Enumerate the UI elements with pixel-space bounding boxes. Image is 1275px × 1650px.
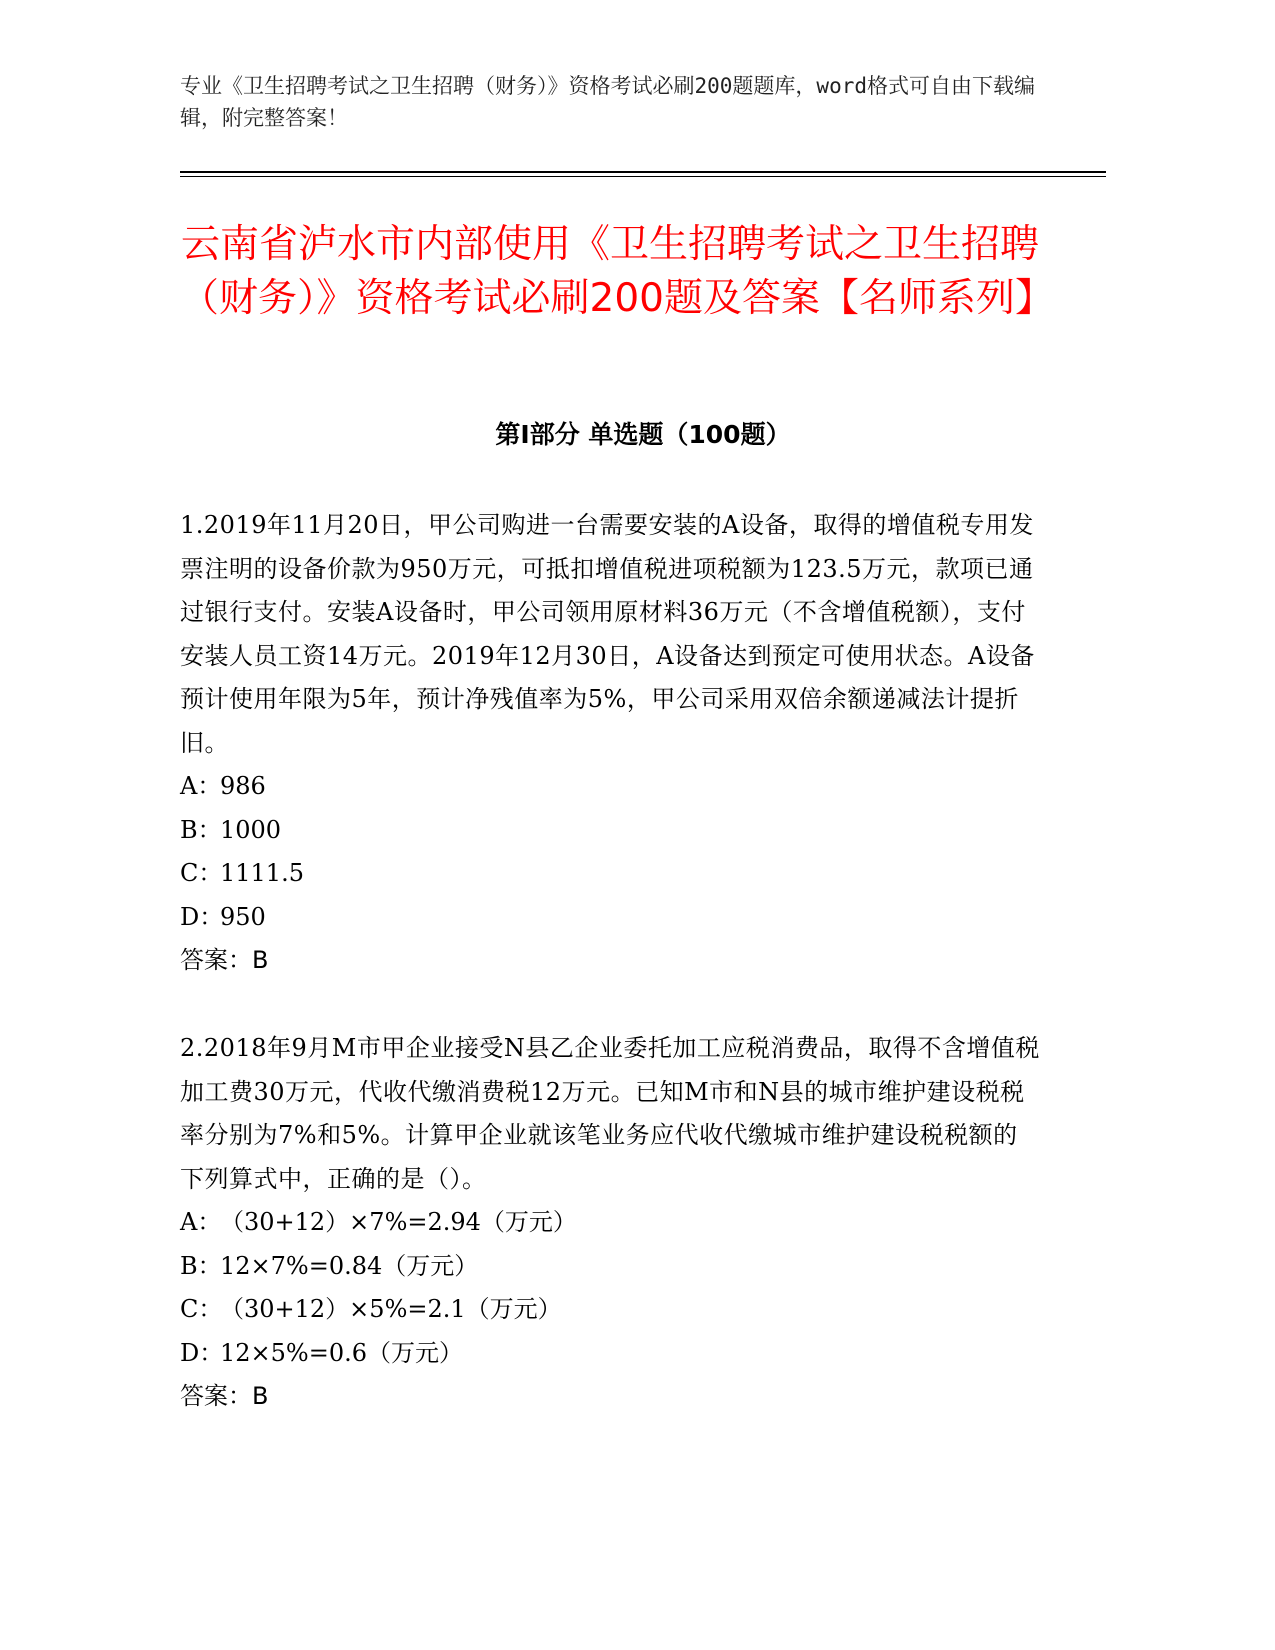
option-b [180, 809, 1040, 853]
option-key: A： [180, 772, 222, 800]
section-heading: 第Ⅰ部分 单选题（100题） [495, 420, 791, 449]
option-text: 1000 [220, 815, 282, 844]
option-key: C： [180, 1295, 223, 1323]
option-c [180, 852, 1040, 896]
option-d [180, 896, 1040, 940]
option-text: （30+12）×7%=2.94（万元） [220, 1208, 577, 1236]
option-text: 950 [220, 902, 266, 931]
option-text: 986 [220, 772, 266, 800]
question-stem: 1.2019年11月20日，甲公司购进一台需要安装的A设备，取得的增值税专用发票注明的设备价款为950万元，可抵扣增值税进项税额为123.5万元，款项已通过银行支付。安装A设备时，甲公司领用原材料36万元（不含增值税额），支付安装人员工资14万元。2019年12月30日，A设备达到预定可使用状态。A设备预计使用年限为5年，预计净残值率为5%，甲公司采用双倍余额递减法计提折旧。 [180, 511, 1035, 757]
option-key: D： [180, 902, 224, 931]
option-text: （30+12）×5%=2.1（万元） [220, 1295, 562, 1323]
option-text: 12×7%=0.84（万元） [220, 1251, 479, 1280]
option-key: A： [180, 1208, 222, 1236]
option-d [180, 1332, 1040, 1376]
question-1 [180, 504, 1040, 983]
question-stem: 2.2018年9月M市甲企业接受N县乙企业委托加工应税消费品，取得不含增值税加工费30万元，代收代缴消费税12万元。已知M市和N县的城市维护建设税税率分别为7%和5%。计算甲企业就该笔业务应代收代缴城市维护建设税税额的下列算式中，正确的是（）。 [180, 1034, 1040, 1193]
option-key: B： [180, 815, 222, 844]
header-note: 专业《卫生招聘考试之卫生招聘（财务）》资格考试必刷200题题库，word格式可自由下载编辑，附完整答案！ [180, 74, 1035, 130]
option-b [180, 1245, 1040, 1289]
option-text: 12×5%=0.6（万元） [220, 1338, 463, 1367]
option-text: 1111.5 [220, 859, 304, 887]
option-c [180, 1288, 1040, 1332]
header-rule-thick [180, 171, 1106, 173]
option-key: B： [180, 1251, 222, 1280]
option-a [180, 1201, 1040, 1245]
header-rule-thin [180, 176, 1106, 177]
option-key: D： [180, 1338, 224, 1367]
question-2 [180, 1027, 1040, 1419]
document-title: 云南省泸水市内部使用《卫生招聘考试之卫生招聘（财务）》资格考试必刷200题及答案【名师系列】 [180, 222, 1054, 321]
answer-line: 答案：B [180, 946, 269, 974]
answer-line: 答案：B [180, 1382, 269, 1410]
option-key: C： [180, 859, 223, 887]
option-a [180, 765, 1040, 809]
